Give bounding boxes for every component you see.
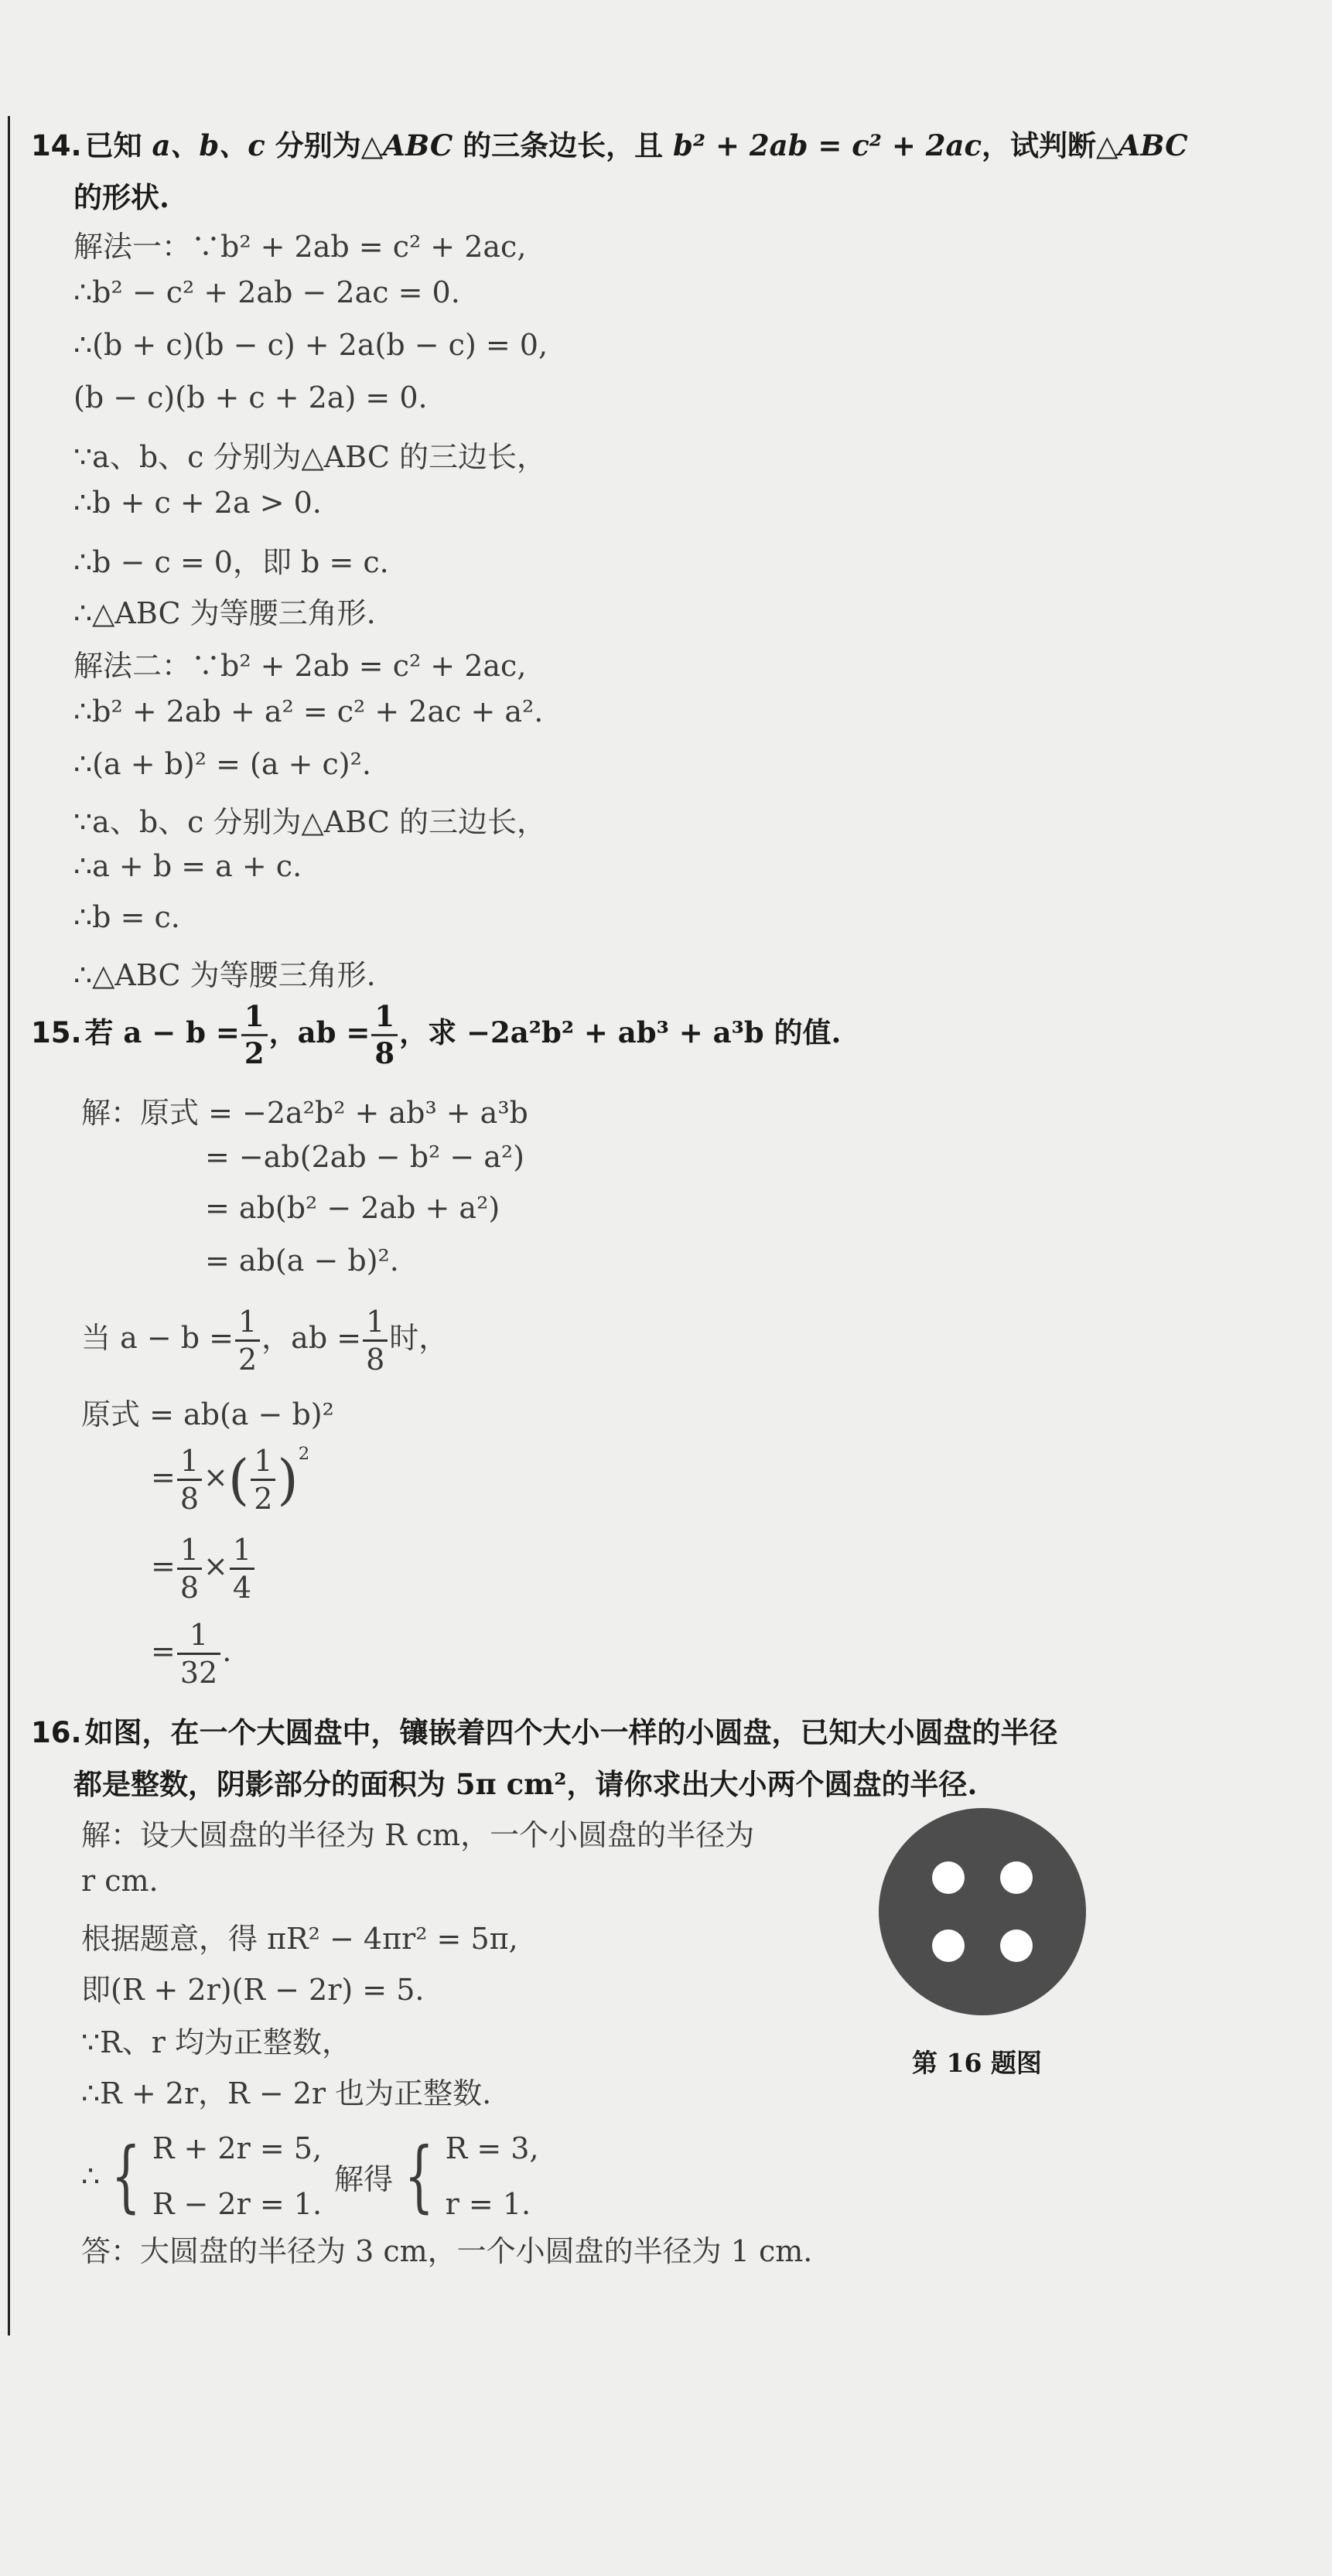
small-disc — [932, 1929, 965, 1962]
small-disc — [1000, 1861, 1033, 1894]
q16-text: 如图，在一个大圆盘中，镶嵌着四个大小一样的小圆盘，已知大小圆盘的半径 — [84, 1715, 1058, 1749]
q15-text: ，ab = — [268, 1015, 371, 1049]
solution-line: r cm. — [81, 1864, 159, 1898]
q15-text: ，求 −2a²b² + ab³ + a³b 的值. — [399, 1015, 842, 1049]
equation-system — [152, 2121, 322, 2232]
question-15 — [31, 999, 842, 1070]
solution-text: = — [151, 1460, 176, 1494]
solution-line — [151, 1533, 256, 1605]
solution-text: ∴ — [81, 2159, 101, 2194]
equation: R + 2r = 5, — [152, 2131, 323, 2165]
left-brace: { — [404, 2131, 434, 2222]
numerator: 1 — [177, 1446, 202, 1481]
fraction — [363, 1305, 388, 1377]
right-paren: ) — [277, 1448, 299, 1512]
question-14 — [31, 122, 1188, 164]
equation: R − 2r = 1. — [152, 2187, 323, 2222]
equation-system — [446, 2121, 539, 2232]
q14-text: ，试判断△ — [982, 128, 1119, 162]
solution-line: ∴△ABC 为等腰三角形. — [73, 596, 376, 630]
numerator: 1 — [235, 1307, 260, 1342]
q14-text: 的三条边长，且 — [453, 128, 674, 162]
solution-line: = ab(b² − 2ab + a²) — [205, 1191, 500, 1225]
denominator: 2 — [237, 1343, 258, 1377]
solution-line: ∵a、b、c 分别为△ABC 的三边长， — [73, 805, 546, 839]
solution-line: ∴△ABC 为等腰三角形. — [73, 958, 376, 992]
numerator: 1 — [241, 1002, 268, 1036]
small-disc — [1000, 1929, 1033, 1962]
numerator: 1 — [371, 1002, 398, 1036]
q14-vars: a、b、c — [152, 128, 265, 162]
solution-text: = — [151, 1634, 176, 1668]
fraction — [177, 1533, 202, 1605]
question-number: 14. — [31, 129, 82, 162]
solution-line: ∴b + c + 2a > 0. — [73, 486, 322, 520]
fraction — [177, 1618, 220, 1690]
solution-line: ∴(a + b)² = (a + c)². — [73, 747, 371, 781]
solution-line: ∴b² − c² + 2ab − 2ac = 0. — [73, 275, 460, 309]
solution-line: ∴a + b = a + c. — [73, 849, 302, 883]
solution-line: 解法二：∵b² + 2ab = c² + 2ac, — [73, 649, 527, 683]
equation: r = 1. — [445, 2187, 531, 2222]
solution-line: ∴R + 2r，R − 2r 也为正整数. — [81, 2076, 492, 2110]
figure-16-disc — [876, 1806, 1089, 2018]
solution-line — [81, 2121, 539, 2232]
question-16 — [31, 1709, 1058, 1751]
solution-line: ∴b − c = 0，即 b = c. — [73, 545, 389, 579]
numerator: 1 — [230, 1535, 254, 1570]
solution-text: 时， — [389, 1321, 449, 1355]
solution-line: 根据题意，得 πR² − 4πr² = 5π, — [81, 1922, 518, 1956]
solution-line: 解：原式 = −2a²b² + ab³ + a³b — [81, 1096, 528, 1130]
q14-text: 已知 — [84, 128, 152, 162]
left-paren: ( — [227, 1448, 250, 1512]
question-16-line2: 都是整数，阴影部分的面积为 5π cm²，请你求出大小两个圆盘的半径. — [73, 1767, 978, 1801]
solution-line: 答：大圆盘的半径为 3 cm，一个小圆盘的半径为 1 cm. — [81, 2234, 813, 2268]
solution-text: = — [151, 1549, 176, 1583]
fraction — [235, 1305, 260, 1377]
small-disc — [932, 1861, 965, 1894]
denominator: 2 — [254, 1482, 273, 1516]
solution-text: × — [203, 1460, 228, 1494]
solution-line — [151, 1618, 232, 1690]
solution-line — [81, 1305, 449, 1377]
denominator: 8 — [366, 1343, 385, 1377]
equation: R = 3, — [445, 2131, 539, 2165]
fraction — [177, 1444, 202, 1516]
q14-triangle: ABC — [383, 128, 453, 162]
question-number: 15. — [31, 1016, 82, 1049]
solution-line: ∴b = c. — [73, 900, 180, 934]
denominator: 8 — [179, 1571, 200, 1605]
solution-line: 即(R + 2r)(R − 2r) = 5. — [81, 1973, 425, 2007]
solution-text: 解得 — [334, 2161, 394, 2196]
solution-line: (b − c)(b + c + 2a) = 0. — [73, 380, 428, 415]
question-number: 16. — [31, 1716, 82, 1749]
solution-text: × — [203, 1549, 228, 1583]
solution-line: = −ab(2ab − b² − a²) — [205, 1140, 524, 1174]
solution-text: 当 a − b = — [81, 1321, 234, 1355]
numerator: 1 — [363, 1307, 388, 1342]
solution-line: ∵R、r 均为正整数， — [81, 2025, 352, 2059]
numerator: 1 — [177, 1620, 220, 1655]
left-brace: { — [111, 2131, 142, 2222]
solution-line: ∵a、b、c 分别为△ABC 的三边长， — [73, 440, 546, 474]
fraction — [230, 1533, 254, 1605]
solution-line: 解法一：∵b² + 2ab = c² + 2ac, — [73, 230, 527, 264]
solution-text: ，ab = — [261, 1321, 362, 1355]
solution-line: = ab(a − b)². — [205, 1244, 399, 1278]
solution-line — [151, 1444, 310, 1516]
solution-line: ∴b² + 2ab + a² = c² + 2ac + a². — [73, 694, 544, 728]
q15-text: 若 a − b = — [84, 1015, 240, 1049]
denominator: 32 — [179, 1656, 218, 1690]
solution-line: 解：设大圆盘的半径为 R cm，一个小圆盘的半径为 — [81, 1818, 755, 1852]
figure-caption: 第 16 题图 — [912, 2048, 1042, 2078]
denominator: 2 — [244, 1036, 265, 1070]
numerator: 1 — [251, 1446, 275, 1481]
denominator: 4 — [232, 1571, 252, 1605]
exponent: 2 — [298, 1444, 310, 1465]
margin-line — [8, 116, 10, 2335]
fraction — [251, 1444, 275, 1516]
denominator: 8 — [179, 1482, 200, 1516]
large-disc — [879, 1808, 1086, 2015]
q14-triangle: ABC — [1118, 128, 1188, 162]
denominator: 8 — [374, 1036, 395, 1070]
q14-text: 分别为△ — [265, 128, 384, 162]
solution-text: . — [222, 1634, 232, 1668]
numerator: 1 — [177, 1535, 202, 1570]
solution-line: 原式 = ab(a − b)² — [81, 1397, 334, 1431]
fraction — [371, 999, 398, 1070]
fraction — [241, 999, 268, 1070]
question-14-line2: 的形状. — [73, 180, 169, 214]
solution-line: ∴(b + c)(b − c) + 2a(b − c) = 0, — [73, 328, 548, 362]
q14-equation: b² + 2ab = c² + 2ac — [673, 128, 982, 162]
